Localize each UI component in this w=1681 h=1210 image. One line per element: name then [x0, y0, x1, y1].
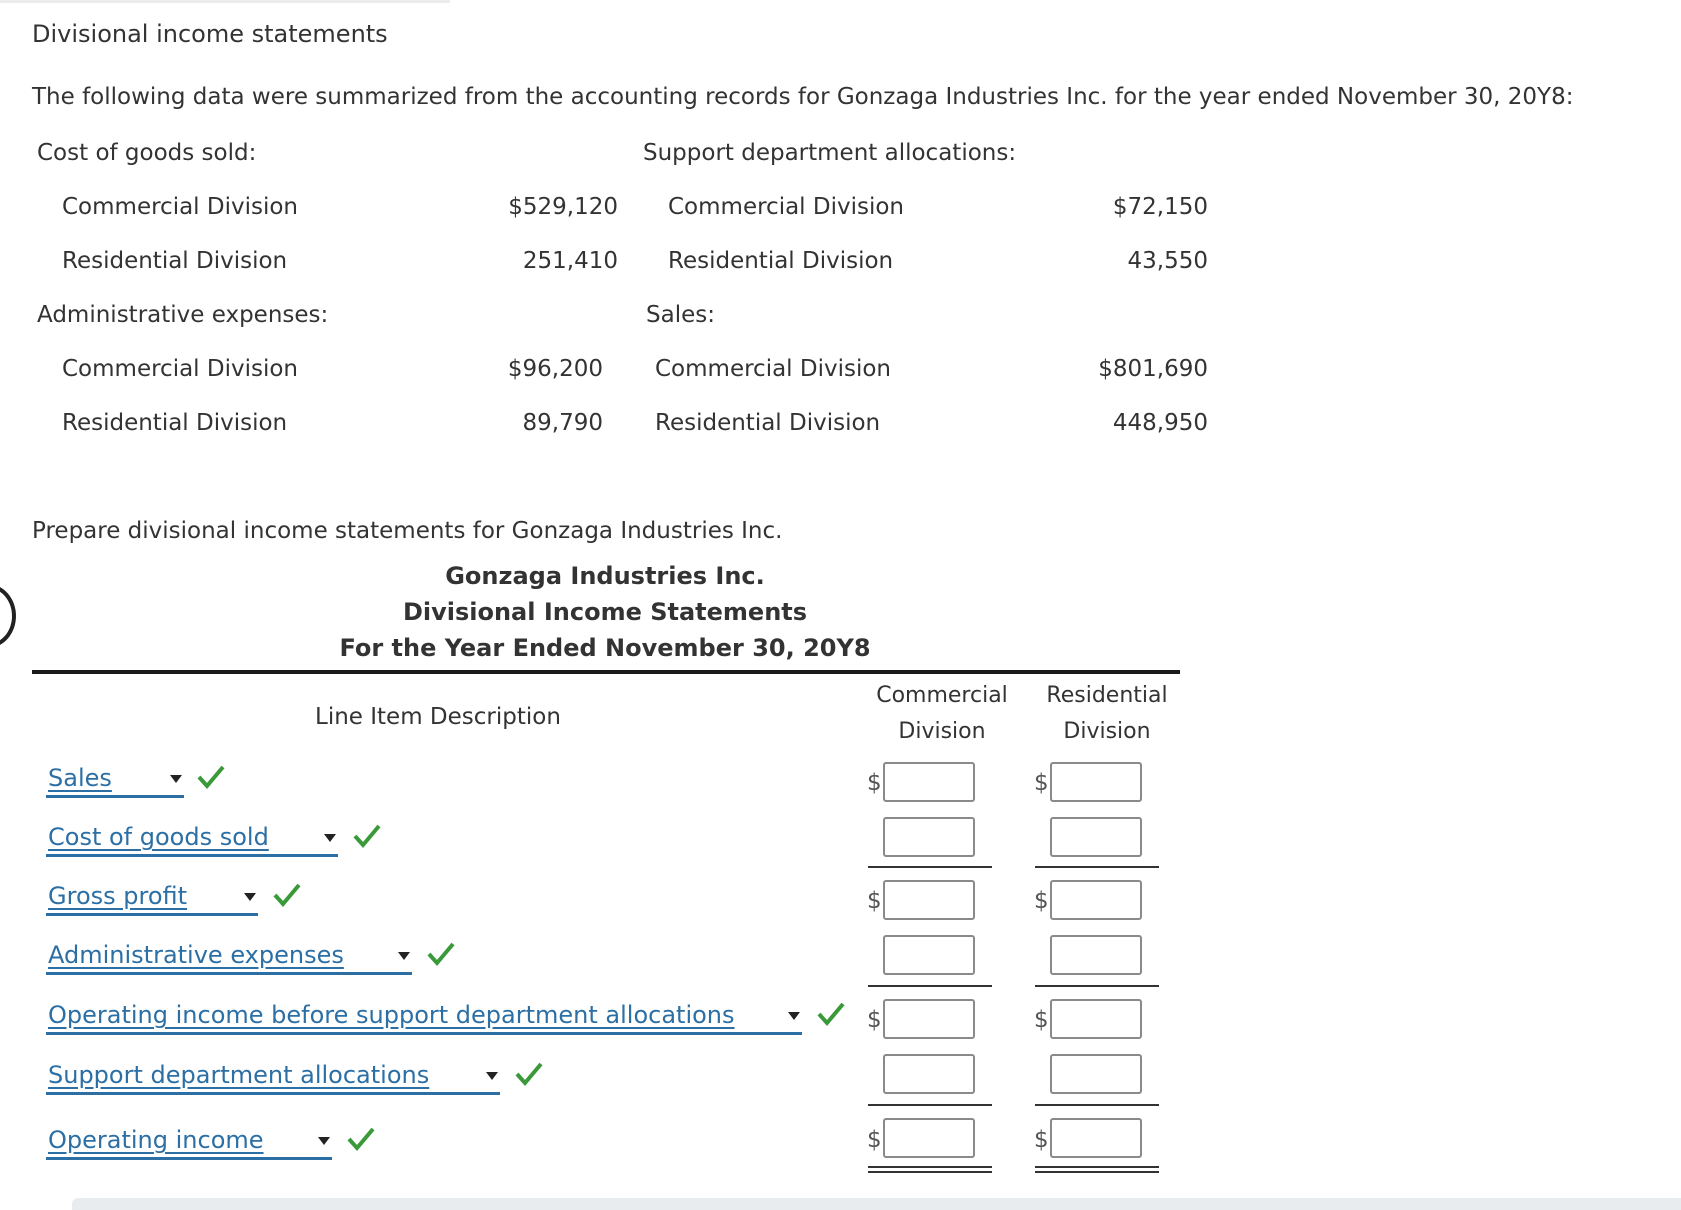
cogs-commercial-label: Commercial Division	[62, 194, 298, 220]
col-head-commercial-line2: Division	[898, 719, 986, 744]
subtotal-rule	[868, 1104, 992, 1106]
admin-residential-value: 89,790	[522, 410, 603, 436]
col-head-residential-line1: Residential	[1046, 683, 1168, 708]
op-income-residential-input[interactable]	[1050, 1118, 1142, 1158]
subtotal-rule	[868, 866, 992, 868]
double-rule	[1035, 1171, 1159, 1173]
admin-commercial-label: Commercial Division	[62, 356, 298, 382]
col-head-residential	[1031, 678, 1183, 750]
line-item-label: Sales	[48, 764, 112, 792]
sales-commercial-label: Commercial Division	[655, 356, 891, 382]
check-icon	[816, 999, 846, 1029]
statement-title: Divisional Income Statements	[402, 598, 808, 626]
dollar-sign: $	[867, 1007, 882, 1033]
line-item-label: Administrative expenses	[48, 941, 344, 969]
sales-residential-label: Residential Division	[655, 410, 881, 436]
line-item-label: Support department allocations	[48, 1061, 430, 1089]
line-item-label: Operating income before support department allocations	[48, 1001, 735, 1029]
dropdown-arrow-icon	[788, 1012, 800, 1020]
support-commercial-value: $72,150	[1112, 194, 1208, 220]
dollar-sign: $	[1034, 770, 1049, 796]
support-residential-value: 43,550	[1127, 248, 1208, 274]
bottom-panel-edge	[72, 1198, 1681, 1210]
instruction-text: Prepare divisional income statements for Gonzaga Industries Inc.	[32, 518, 783, 544]
line-item-label: Cost of goods sold	[48, 823, 269, 851]
dollar-sign: $	[867, 770, 882, 796]
cogs-residential-value: 251,410	[522, 248, 618, 274]
line-item-label: Gross profit	[48, 882, 188, 910]
subtotal-rule	[868, 985, 992, 987]
line-item-select-op-income[interactable]	[46, 1125, 332, 1160]
col-head-commercial	[866, 678, 1018, 750]
gross-profit-residential-input[interactable]	[1050, 880, 1142, 920]
check-icon	[514, 1059, 544, 1089]
problem-intro: The following data were summarized from the accounting records for Gonzaga Industries Inc. for the year ended November 30, 20Y8:	[32, 84, 1574, 110]
dropdown-arrow-icon	[324, 834, 336, 842]
support-residential-input[interactable]	[1050, 1054, 1142, 1094]
sales-heading: Sales:	[646, 302, 715, 328]
gross-profit-commercial-input[interactable]	[883, 880, 975, 920]
admin-heading: Administrative expenses:	[37, 302, 329, 328]
statement-period: For the Year Ended November 30, 20Y8	[339, 634, 871, 662]
op-income-before-residential-input[interactable]	[1050, 999, 1142, 1039]
col-head-commercial-line1: Commercial	[876, 683, 1008, 708]
col-head-residential-line2: Division	[1063, 719, 1151, 744]
support-residential-label: Residential Division	[668, 248, 894, 274]
statement-title-rule	[32, 670, 1180, 674]
double-rule	[868, 1171, 992, 1173]
admin-commercial-value: $96,200	[507, 356, 603, 382]
check-icon	[196, 762, 226, 792]
dropdown-arrow-icon	[318, 1137, 330, 1145]
op-income-before-commercial-input[interactable]	[883, 999, 975, 1039]
dollar-sign: $	[1034, 1007, 1049, 1033]
sales-commercial-value: $801,690	[1098, 356, 1208, 382]
check-icon	[426, 939, 456, 969]
line-item-select-op-income-before[interactable]	[46, 1000, 802, 1035]
line-item-select-admin[interactable]	[46, 940, 412, 975]
double-rule	[868, 1166, 992, 1168]
cogs-commercial-input[interactable]	[883, 817, 975, 857]
line-item-select-cogs[interactable]	[46, 822, 338, 857]
check-icon	[352, 821, 382, 851]
dollar-sign: $	[867, 1127, 882, 1153]
dropdown-arrow-icon	[398, 952, 410, 960]
dropdown-arrow-icon	[486, 1072, 498, 1080]
top-divider	[0, 0, 450, 3]
support-commercial-label: Commercial Division	[668, 194, 904, 220]
admin-commercial-input[interactable]	[883, 935, 975, 975]
dropdown-arrow-icon	[170, 775, 182, 783]
cogs-commercial-value: $529,120	[508, 194, 618, 220]
admin-residential-input[interactable]	[1050, 935, 1142, 975]
cogs-residential-input[interactable]	[1050, 817, 1142, 857]
page-edge-arc	[0, 584, 16, 648]
sales-residential-input[interactable]	[1050, 762, 1142, 802]
col-head-description: Line Item Description	[315, 704, 561, 730]
dollar-sign: $	[1034, 888, 1049, 914]
check-icon	[272, 880, 302, 910]
check-icon	[346, 1124, 376, 1154]
line-item-label: Operating income	[48, 1126, 264, 1154]
subtotal-rule	[1035, 985, 1159, 987]
statement-company: Gonzaga Industries Inc.	[445, 562, 765, 590]
dropdown-arrow-icon	[244, 893, 256, 901]
problem-heading: Divisional income statements	[32, 20, 388, 48]
line-item-select-sales[interactable]	[46, 763, 184, 798]
support-heading: Support department allocations:	[643, 140, 1017, 166]
line-item-select-gross-profit[interactable]	[46, 881, 258, 916]
subtotal-rule	[1035, 1104, 1159, 1106]
cogs-heading: Cost of goods sold:	[37, 140, 257, 166]
op-income-commercial-input[interactable]	[883, 1118, 975, 1158]
support-commercial-input[interactable]	[883, 1054, 975, 1094]
sales-commercial-input[interactable]	[883, 762, 975, 802]
line-item-select-support[interactable]	[46, 1060, 500, 1095]
cogs-residential-label: Residential Division	[62, 248, 288, 274]
admin-residential-label: Residential Division	[62, 410, 288, 436]
subtotal-rule	[1035, 866, 1159, 868]
dollar-sign: $	[1034, 1127, 1049, 1153]
double-rule	[1035, 1166, 1159, 1168]
sales-residential-value: 448,950	[1112, 410, 1208, 436]
dollar-sign: $	[867, 888, 882, 914]
